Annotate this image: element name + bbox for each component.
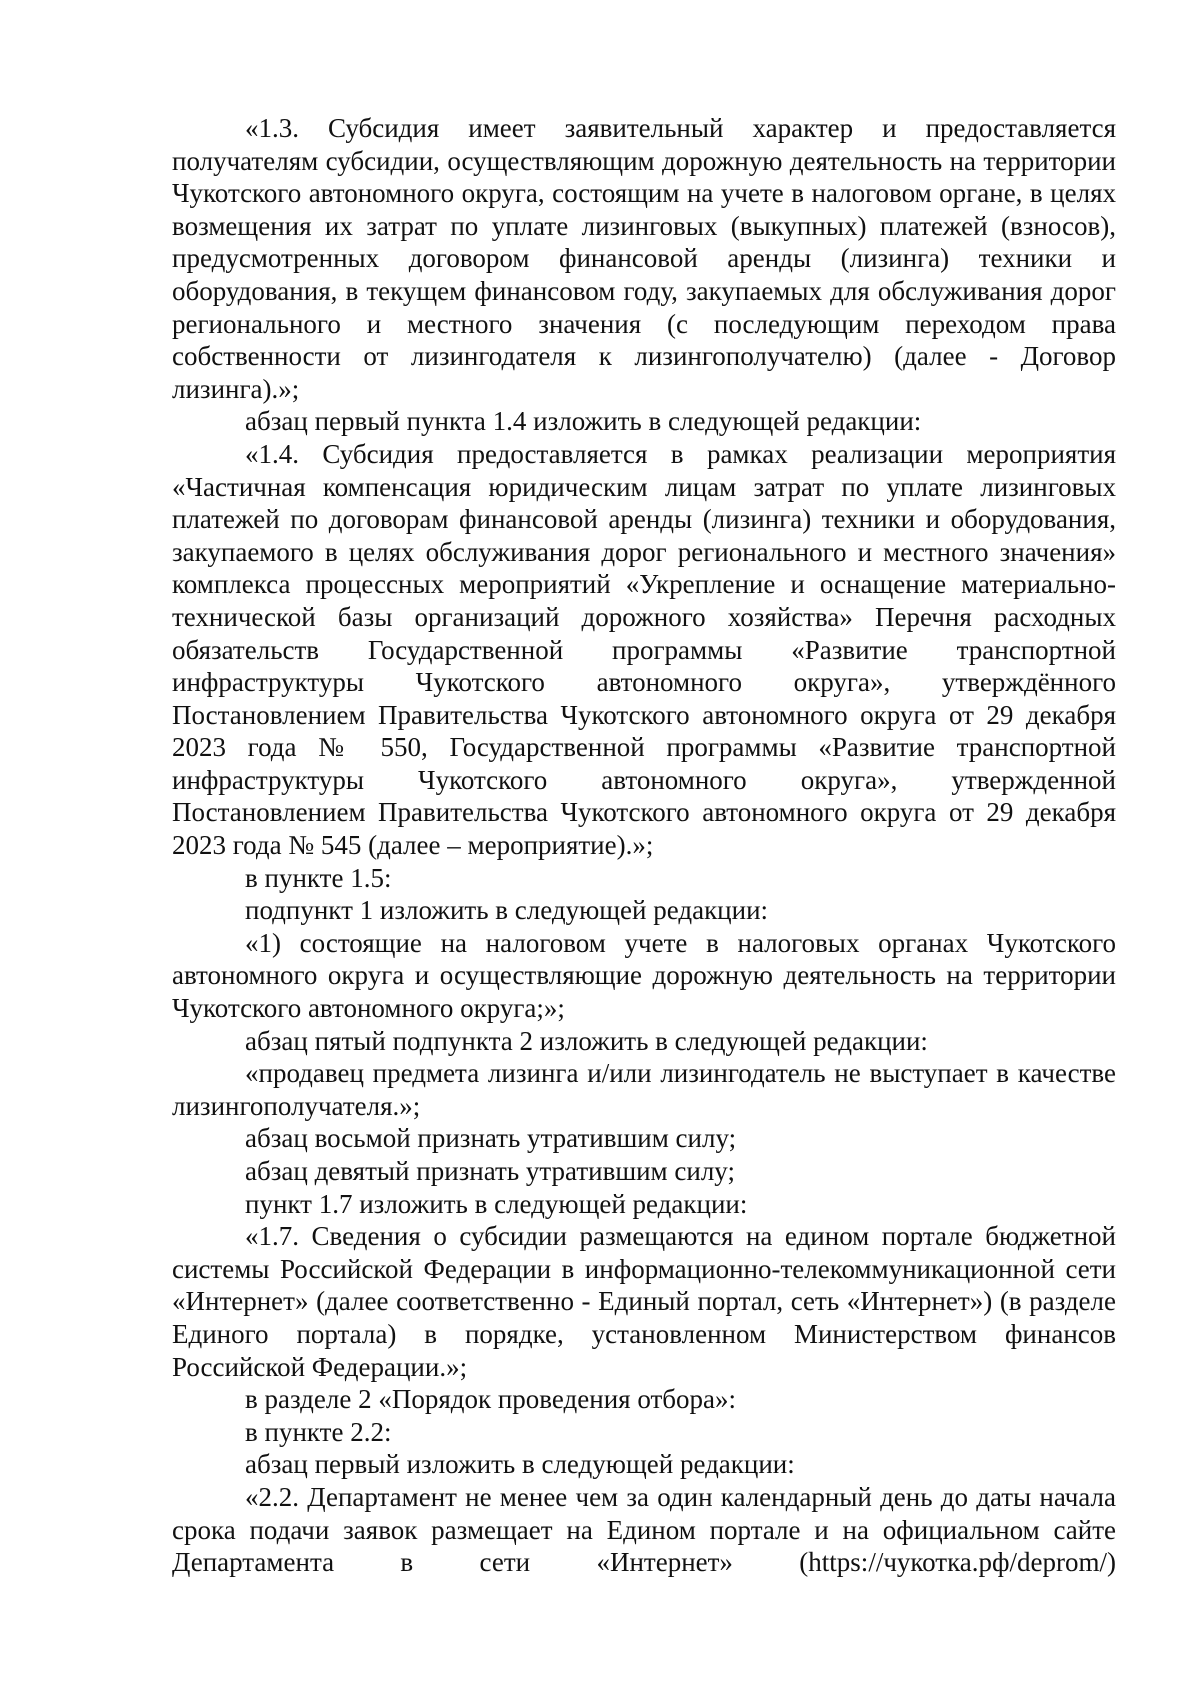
paragraph-abzac-8: абзац восьмой признать утратившим силу;	[245, 1123, 737, 1154]
paragraph-abzac-1: абзац первый изложить в следующей редакции:	[245, 1449, 795, 1480]
paragraph-item-2-2: в пункте 2.2:	[245, 1416, 392, 1447]
paragraph-item-1-5: в пункте 1.5:	[245, 862, 392, 893]
paragraph-1-3: «1.3. Субсидия имеет заявительный характер и предоставляется получателям субсидии, осуществляющим дорожную деятельность на территории Чукотского автономного округа, состоящим на учете в налоговом органе, в целях возмещения их затрат по уплате лизинговых (выкупных) платежей (взносов), предусмотренных договором финансовой аренды (лизинга) техники и оборудования, в текущем финансовом году, закупаемых для обслуживания дорог регионального и местного значения (с последующим переходом права собственности от лизингодателя к лизингополучателю) (далее - Договор лизинга).»;	[172, 113, 1116, 404]
paragraph-section-2: в разделе 2 «Порядок проведения отбора»:	[245, 1384, 736, 1415]
paragraph-abzac-9: абзац девятый признать утратившим силу;	[245, 1156, 735, 1186]
document-page	[172, 112, 1116, 1579]
paragraph-1-4: «1.4. Субсидия предоставляется в рамках реализации мероприятия «Частичная компенсация юридическим лицам затрат по уплате лизинговых платежей по договорам финансовой аренды (лизинга) техники и оборудования, закупаемого в целях обслуживания дорог регионального и местного значения» комплекса процессных мероприятий «Укрепление и оснащение материально-технической базы организаций дорожного хозяйства» Перечня расходных обязательств Государственной программы «Развитие транспортной инфраструктуры Чукотского автономного округа», утверждённого Постановлением Правительства Чукотского автономного округа от 29 декабря 2023 года № 550, Государственной программы «Развитие транспортной инфраструктуры Чукотского автономного округа», утвержденной Постановлением Правительства Чукотского автономного округа от 29 декабря 2023 года № 545 (далее – мероприятие).»;	[172, 438, 1116, 861]
paragraph-subitem-1: подпункт 1 изложить в следующей редакции:	[245, 895, 769, 926]
paragraph-1-7: «1.7. Сведения о субсидии размещаются на едином портале бюджетной системы Российской Федерации в информационно-телекоммуникационной сети «Интернет» (далее соответственно - Единый портал, сеть «Интернет») (в разделе Единого портала) в порядке, установленном Министерством финансов Российской Федерации.»;	[172, 1221, 1116, 1382]
paragraph-subitem-2-abzac-5: абзац пятый подпункта 2 изложить в следующей редакции:	[245, 1025, 928, 1056]
paragraph-subitem-1-text: «1) состоящие на налоговом учете в налоговых органах Чукотского автономного округа и осуществляющие дорожную деятельность на территории Чукотского автономного округа;»;	[172, 927, 1116, 1024]
paragraph-2-2: «2.2. Департамент не менее чем за один календарный день до даты начала срока подачи заявок размещает на Едином портале и на официальном сайте Департамента в сети «Интернет» (https://чукотка.рф/deprom/)	[172, 1481, 1116, 1578]
paragraph-lessor-text: «продавец предмета лизинга и/или лизингодатель не выступает в качестве лизингополучателя.»;	[172, 1058, 1116, 1121]
paragraph-amend-1-4: абзац первый пункта 1.4 изложить в следующей редакции:	[245, 406, 922, 437]
paragraph-amend-1-7: пункт 1.7 изложить в следующей редакции:	[245, 1188, 748, 1219]
